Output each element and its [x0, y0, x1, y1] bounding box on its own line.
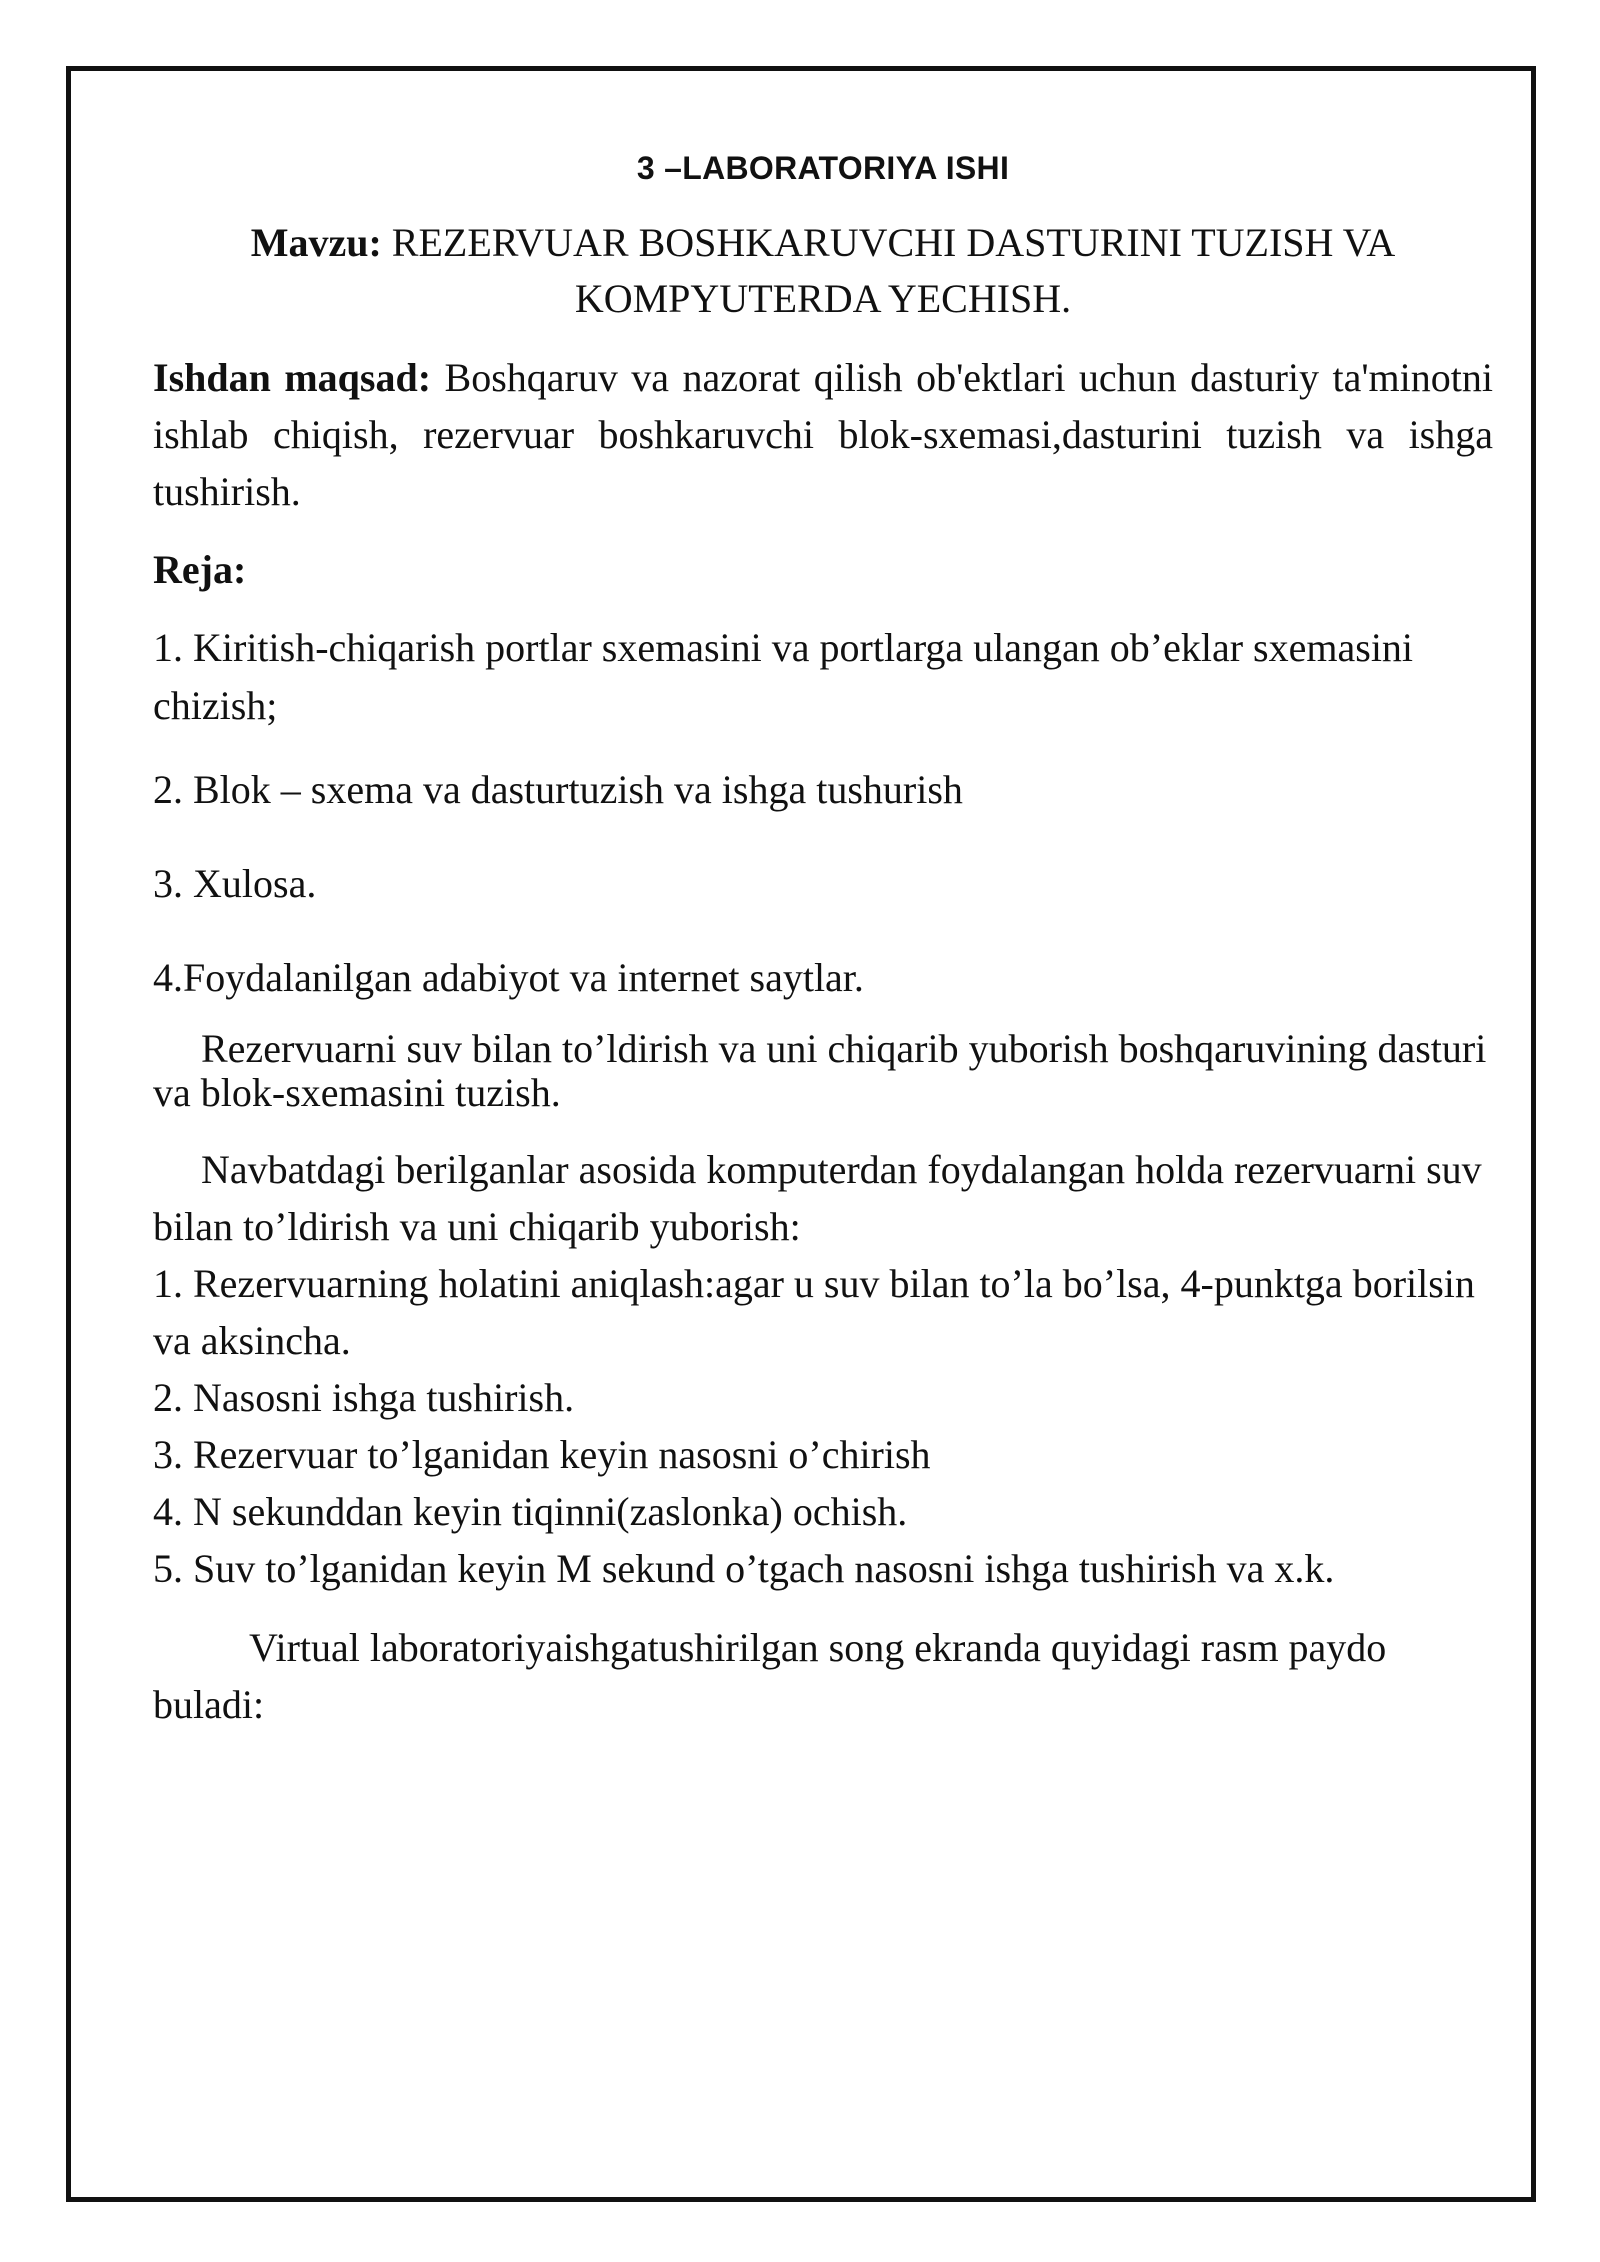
step-item: 4. N sekunddan keyin tiqinni(zaslonka) ochish.: [153, 1489, 908, 1534]
plan-item: 4.Foydalanilgan adabiyot va internet saytlar.: [153, 955, 864, 1000]
plan-item: 1. Kiritish-chiqarish portlar sxemasini va portlarga ulangan ob’eklar sxemasini chizish;: [153, 625, 1414, 728]
topic-label: Mavzu:: [250, 220, 382, 265]
lab-title: 3 –LABORATORIYA ISHI: [636, 150, 1010, 186]
plan-item: 2. Blok – sxema va dasturtuzish va ishga tushurish: [153, 767, 963, 812]
steps-list: [153, 1255, 1493, 1597]
goal-label: Ishdan maqsad:: [153, 355, 432, 400]
document-body: [153, 150, 1493, 1733]
goal: [153, 349, 1493, 520]
topic-text: REZERVUAR BOSHKARUVCHI DASTURINI TUZISH VA KOMPYUTERDA YECHISH.: [391, 220, 1396, 321]
plan-item: 3. Xulosa.: [153, 861, 317, 906]
final-paragraph: Virtual laboratoriyaishgatushirilgan song ekranda quyidagi rasm paydo buladi:: [153, 1625, 1387, 1727]
topic: [153, 215, 1493, 327]
step-item: 3. Rezervuar to’lganidan keyin nasosni o’chirish: [153, 1432, 931, 1477]
plan-heading: Reja:: [153, 547, 247, 592]
task-paragraph: Navbatdagi berilganlar asosida komputerdan foydalangan holda rezervuarni suv bilan to’ldirish va uni chiqarib yuborish:: [153, 1147, 1482, 1249]
step-item: 1. Rezervuarning holatini aniqlash:agar u suv bilan to’la bo’lsa, 4-punktga borilsin va aksincha.: [153, 1261, 1475, 1363]
step-item: 2. Nasosni ishga tushirish.: [153, 1375, 575, 1420]
goal-text: Boshqaruv va nazorat qilish ob'ektlari uchun dasturiy ta'minotni ishlab chiqish, rezervuar boshkaruvchi blok-sxemasi,dasturini tuzish va ishga tushirish.: [153, 355, 1493, 514]
intro-paragraph: Rezervuarni suv bilan to’ldirish va uni chiqarib yuborish boshqaruvining dasturi va blok-sxemasini tuzish.: [153, 1026, 1487, 1115]
step-item: 5. Suv to’lganidan keyin M sekund o’tgach nasosni ishga tushirish va x.k.: [153, 1546, 1335, 1591]
